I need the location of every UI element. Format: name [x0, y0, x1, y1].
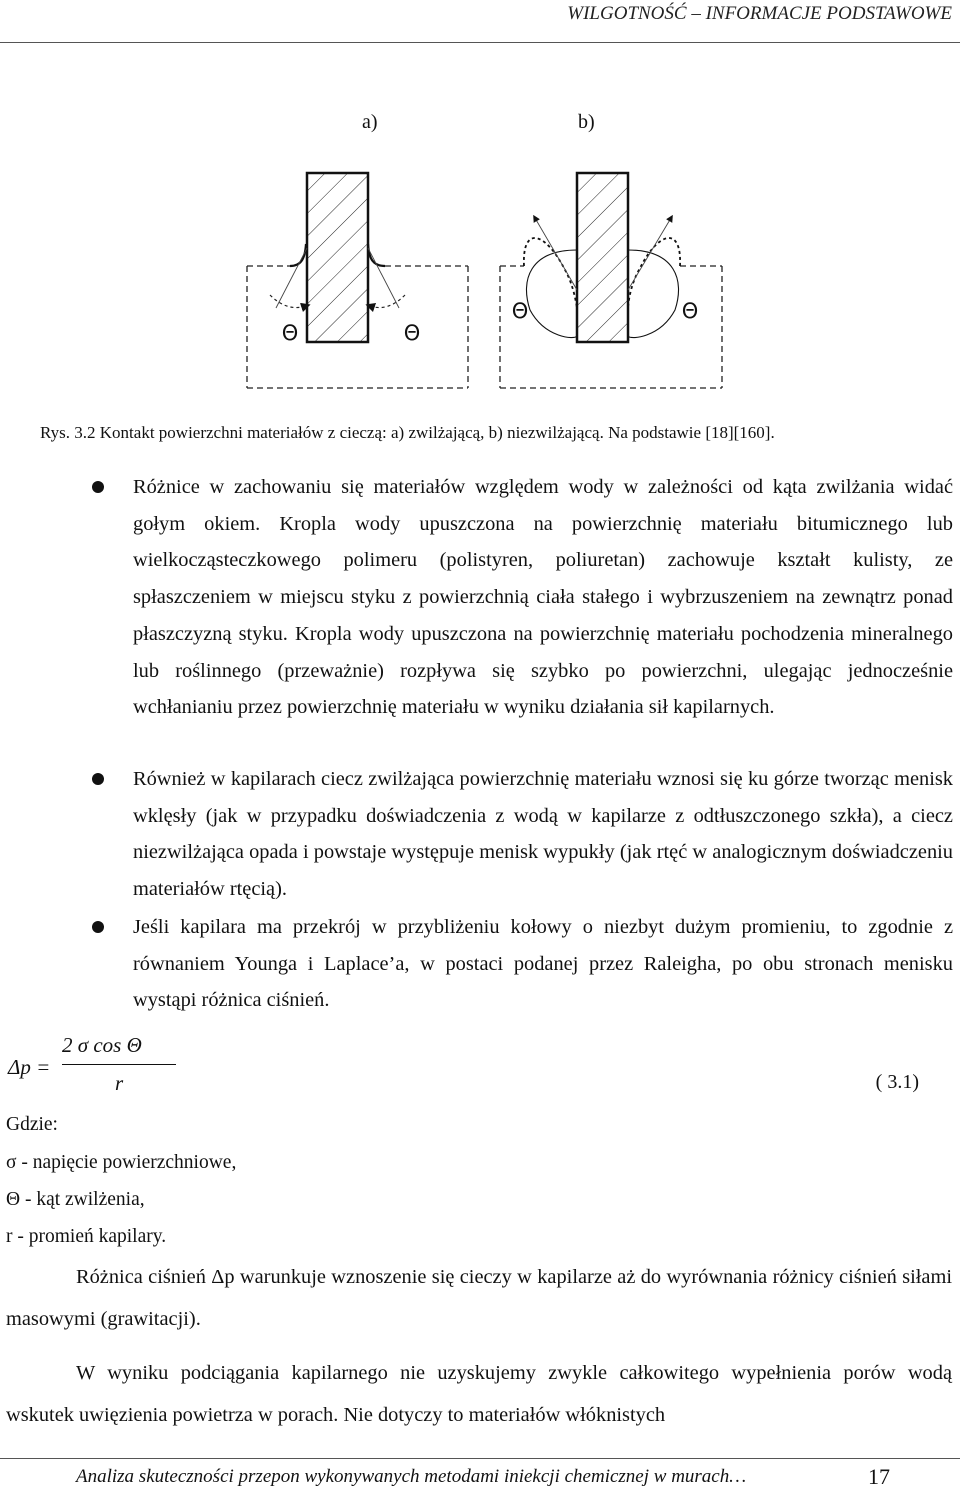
page-number: 17 — [868, 1464, 890, 1489]
figure-label-a: a) — [362, 111, 378, 133]
bullet-point — [92, 921, 104, 933]
running-header: WILGOTNOŚĆ – INFORMACJE PODSTAWOWE — [567, 3, 952, 24]
bullet-text: Jeśli kapilara ma przekrój w przybliżeniu kołowy o niezbyt dużym promieniu, to zgodnie z równaniem Younga i Laplace’a, w postaci podanej przez Raleigha, po obu stronach menisku wystąpi różnica ciśnień. — [133, 916, 953, 1012]
panel-a-wetting — [247, 173, 468, 388]
theta-label: Θ — [681, 299, 699, 323]
equation-number: ( 3.1) — [875, 1071, 919, 1093]
body-paragraph: Różnica ciśnień Δp warunkuje wznoszenie się cieczy w kapilarze aż do wyrównania różnicy ciśnień siłami masowymi (grawitacji). — [6, 1266, 952, 1330]
fraction-bar — [62, 1064, 176, 1065]
theta-label: Θ — [511, 299, 529, 323]
theta-label: Θ — [403, 321, 421, 345]
theta-label: Θ — [281, 321, 299, 345]
legend-sigma: σ - napięcie powierzchniowe, — [6, 1152, 237, 1173]
footer-divider — [0, 1458, 960, 1459]
equation-lhs: Δp = — [8, 1055, 51, 1079]
contact-angle-figure — [0, 0, 960, 400]
bullet-text: Różnice w zachowaniu się materiałów względem wody w zależności od kąta zwilżania widać gołym okiem. Kropla wody upuszczona na powierzchnię materiału bitumicznego lub wielkocząsteczkowego polimeru (polistyren, poliuretan) zachowuje kształt kulisty, ze spłaszczeniem w miejscu styku z powierzchnią ciała stałego i wybrzuszeniem na zewnątrz ponad płaszczyzną styku. Kropla wody upuszczona na powierzchnię materiału pochodzenia mineralnego lub roślinnego (przeważnie) rozpływa się szybko po powierzchni, ulegając jednocześnie wchłanianiu przez powierzchnię materiału w wyniku działania sił kapilarnych. — [133, 476, 953, 719]
equation-denominator: r — [115, 1071, 124, 1095]
bullet-point — [92, 481, 104, 493]
bullet-text: Również w kapilarach ciecz zwilżająca powierzchnię materiału wznosi się ku górze tworząc menisk wklęsły (jak w przypadku doświadczenia z wodą w kapilarze z odtłuszczonego szkła), a ciecz niezwilżająca opada i powstaje występuje menisk wypukły (jak rtęć w analogicznym doświadczeniu materiałów rtęcią). — [133, 768, 953, 901]
equation-numerator: 2 σ cos Θ — [62, 1033, 142, 1057]
legend-title: Gdzie: — [6, 1114, 58, 1135]
running-footer: Analiza skuteczności przepon wykonywanych metodami iniekcji chemicznej w murach… — [76, 1466, 747, 1487]
figure-caption: Rys. 3.2 Kontakt powierzchni materiałów z cieczą: a) zwilżającą, b) niezwilżającą. Na podstawie [18][160]. — [40, 423, 775, 442]
bullet-point — [92, 773, 104, 785]
legend-theta: Θ - kąt zwilżenia, — [6, 1189, 145, 1210]
legend-r: r - promień kapilary. — [6, 1226, 167, 1247]
body-paragraph: W wyniku podciągania kapilarnego nie uzyskujemy zwykle całkowitego wypełnienia porów wodą wskutek uwięzienia powietrza w porach. Nie dotyczy to materiałów włóknistych — [6, 1362, 952, 1426]
panel-b-nonwetting — [500, 173, 722, 388]
figure-label-b: b) — [578, 111, 595, 133]
equation-3-1 — [8, 1033, 188, 1105]
